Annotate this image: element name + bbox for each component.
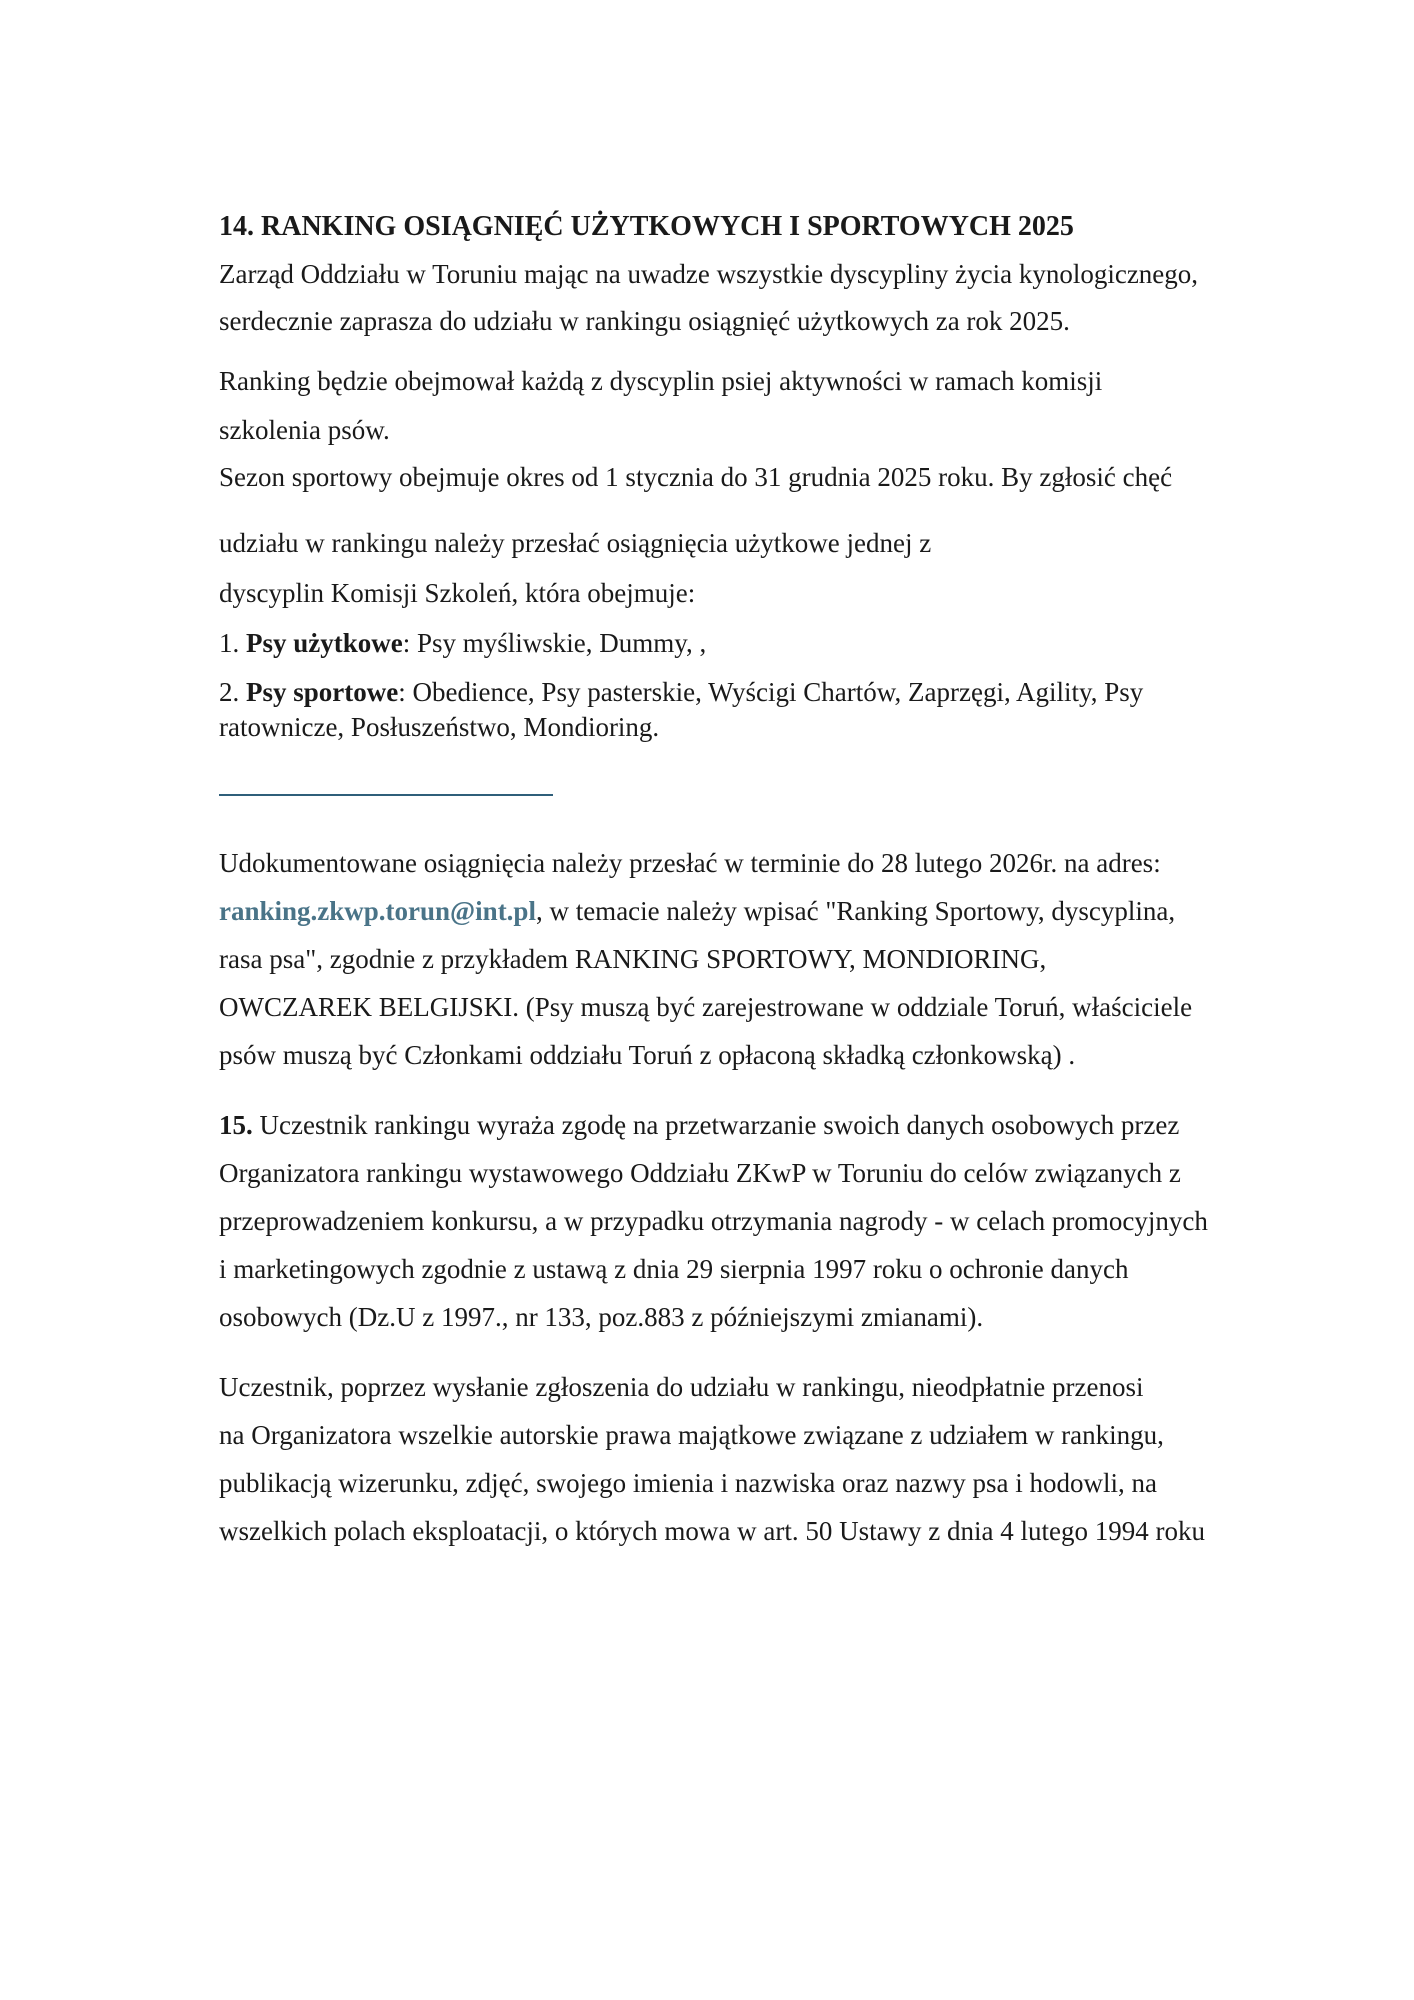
rights-line-3: publikacją wizerunku, zdjęć, swojego imienia i nazwiska oraz nazwy psa i hodowli, na <box>219 1468 1157 1498</box>
list-item-label: Psy użytkowe <box>246 628 403 658</box>
section-15-line-1 <box>219 1108 1179 1142</box>
section-15-number: 15. <box>219 1110 253 1140</box>
intro-line-2: serdecznie zaprasza do udziału w rankingu osiągnięć użytkowych za rok 2025. <box>219 306 1070 336</box>
submit-line-5: psów muszą być Członkami oddziału Toruń z opłaconą składką członkowską) . <box>219 1040 1076 1070</box>
list-item-number: 1. <box>219 628 246 658</box>
section-15-line-3: przeprowadzeniem konkursu, a w przypadku otrzymania nagrody - w celach promocyjnych <box>219 1206 1208 1236</box>
submit-line-1: Udokumentowane osiągnięcia należy przesłać w terminie do 28 lutego 2026r. na adres: <box>219 848 1161 878</box>
season-line-2: udziału w rankingu należy przesłać osiągnięcia użytkowe jednej z <box>219 528 932 558</box>
scope-line-2: szkolenia psów. <box>219 415 390 445</box>
rights-line-1: Uczestnik, poprzez wysłanie zgłoszenia do udziału w rankingu, nieodpłatnie przenosi <box>219 1372 1144 1402</box>
submit-line-3: rasa psa", zgodnie z przykładem RANKING SPORTOWY, MONDIORING, <box>219 944 1047 974</box>
section-14-heading: 14. RANKING OSIĄGNIĘĆ UŻYTKOWYCH I SPORTOWYCH 2025 <box>219 211 1074 242</box>
submit-line-4: OWCZAREK BELGIJSKI. (Psy muszą być zarejestrowane w oddziale Toruń, właściciele <box>219 992 1193 1022</box>
list-item-psy-sportowe <box>219 675 1143 709</box>
section-15-line-1-text: Uczestnik rankingu wyraża zgodę na przetwarzanie swoich danych osobowych przez <box>252 1110 1180 1140</box>
submit-line-2 <box>219 894 1175 928</box>
list-item-label: Psy sportowe <box>246 677 399 707</box>
rights-line-4: wszelkich polach eksploatacji, o których mowa w art. 50 Ustawy z dnia 4 lutego 1994 roku <box>219 1516 1206 1546</box>
section-15-line-2: Organizatora rankingu wystawowego Oddziału ZKwP w Toruniu do celów związanych z <box>219 1158 1181 1188</box>
list-item-psy-uzytkowe <box>219 626 706 660</box>
submit-line-2-text: , w temacie należy wpisać "Ranking Sportowy, dyscyplina, <box>535 896 1176 926</box>
season-line-1: Sezon sportowy obejmuje okres od 1 stycznia do 31 grudnia 2025 roku. By zgłosić chęć <box>219 462 1173 492</box>
list-item-text: : Psy myśliwskie, Dummy, , <box>402 628 707 658</box>
list-item-number: 2. <box>219 677 246 707</box>
intro-line-1: Zarząd Oddziału w Toruniu mając na uwadze wszystkie dyscypliny życia kynologicznego, <box>219 259 1199 289</box>
horizontal-rule <box>219 794 553 796</box>
section-15-line-4: i marketingowych zgodnie z ustawą z dnia 29 sierpnia 1997 roku o ochronie danych <box>219 1254 1129 1284</box>
section-15-line-5: osobowych (Dz.U z 1997., nr 133, poz.883 z późniejszymi zmianami). <box>219 1302 984 1332</box>
rights-line-2: na Organizatora wszelkie autorskie prawa majątkowe związane z udziałem w rankingu, <box>219 1420 1164 1450</box>
list-item-psy-sportowe-cont: ratownicze, Posłuszeństwo, Mondioring. <box>219 712 660 742</box>
season-line-3: dyscyplin Komisji Szkoleń, która obejmuje: <box>219 578 696 608</box>
scope-line-1: Ranking będzie obejmował każdą z dyscyplin psiej aktywności w ramach komisji <box>219 366 1103 396</box>
list-item-text: : Obedience, Psy pasterskie, Wyścigi Chartów, Zaprzęgi, Agility, Psy <box>398 677 1144 707</box>
email-link[interactable]: ranking.zkwp.torun@int.pl <box>219 896 536 926</box>
